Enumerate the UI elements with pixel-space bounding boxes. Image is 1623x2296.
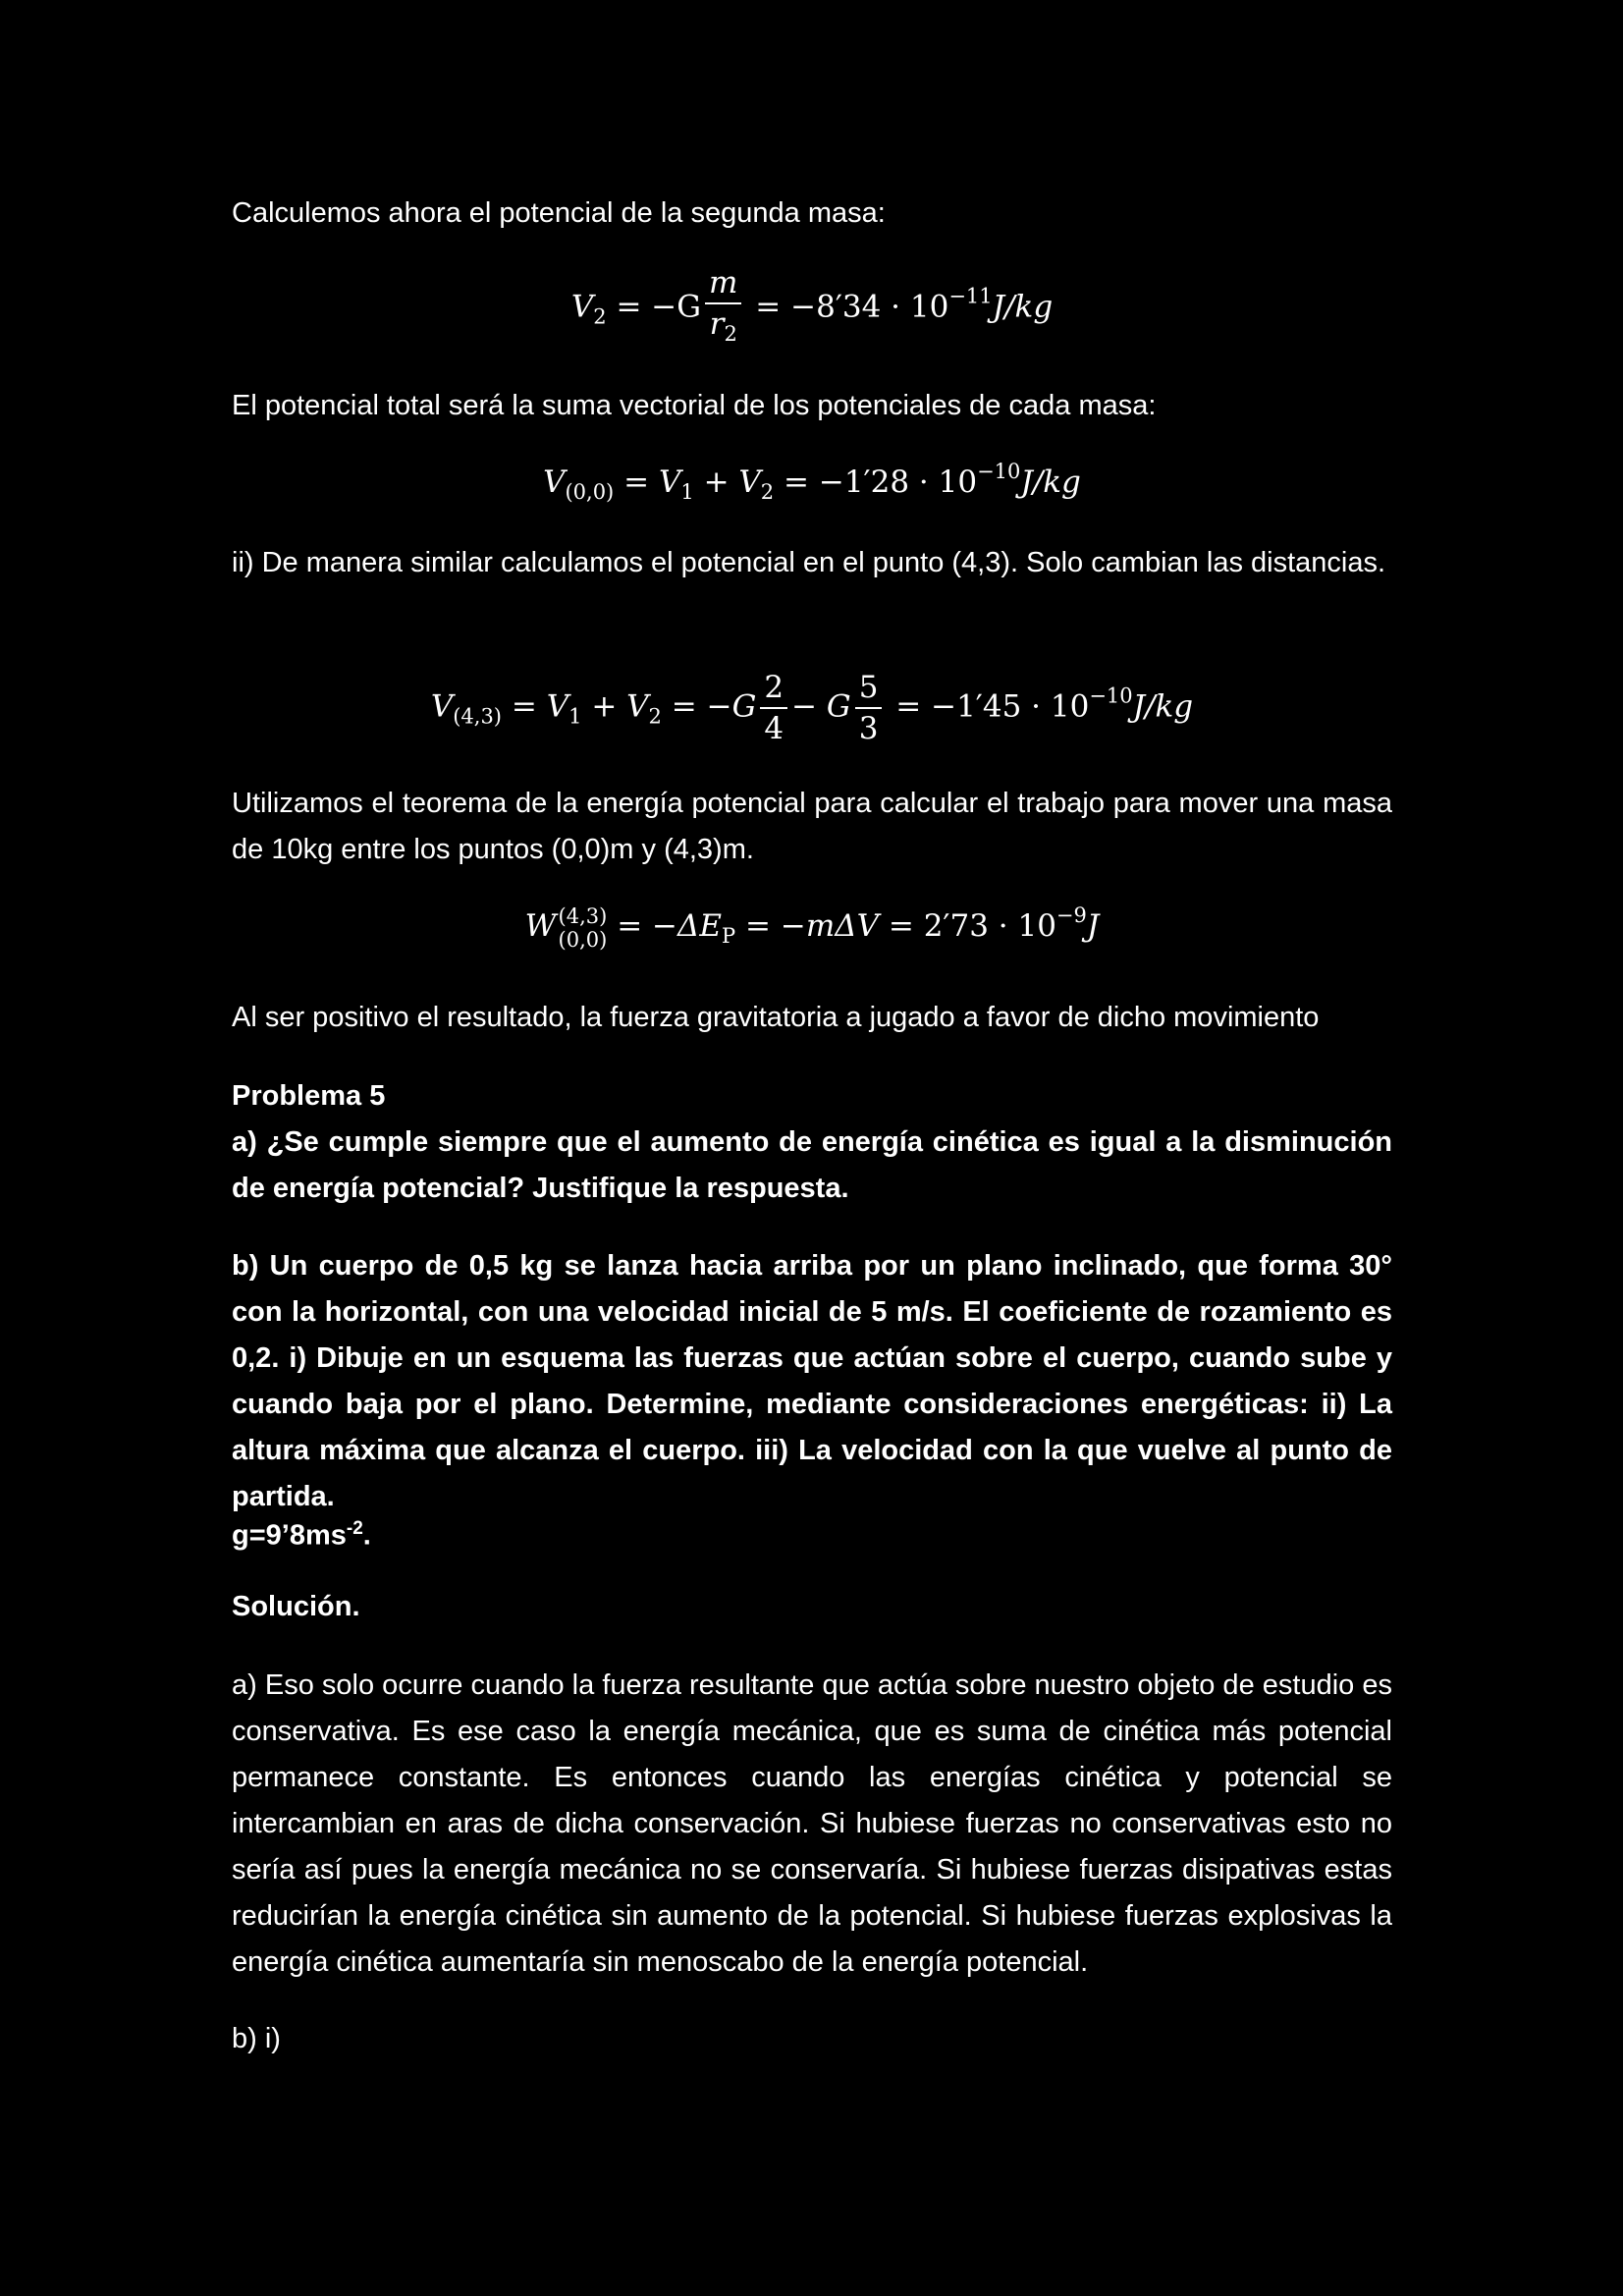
answer-a: a) Eso solo ocurre cuando la fuerza resultante que actúa sobre nuestro objeto de estudio es conservativa. Es ese caso la energía mecánica, que es suma de cinética más potencial permanece constante. Es entonces cuando las energías cinética y potencial se intercambian en aras de dicha conservación. Si hubiese fuerzas no conservativas esto no sería así pues la energía mecánica no se conservaría. Si hubiese fuerzas disipativas estas reducirían la energía cinética sin aumento de la potencial. Si hubiese fuerzas explosivas la energía cinética aumentaría sin menoscabo de la energía potencial. (232, 1669, 1392, 1978)
fraction-m-over-r2: $\frac{m}{r_2}$ (705, 263, 741, 354)
equation-potential-v2: $V_2 = -G$ $\frac{m}{r_2}$ = $-8'34 \cdot 10^{-11}J/kg$ (232, 263, 1392, 354)
paragraph-intro-v2: Calculemos ahora el potencial de la segunda masa: (232, 197, 886, 229)
gravity-value: $g=9’8ms^{-2}$. (232, 1518, 371, 1552)
equation-potential-origin: $V_{(0,0)} = V_1 + V_2 = -1'28 \cdot 10^{-10}J/kg$ (543, 460, 1081, 504)
equation-potential-4-3: $V_{(4,3)} = V_1 + V_2 = -G$ $\frac{2}{4}$ − G $\frac{5}{3}$ = $-1'45 \cdot 10^{-10}J/kg$ (430, 670, 1194, 746)
fraction-2-over-4: $\frac{2}{4}$ (760, 668, 787, 748)
answer-b-start: b) i) (232, 2023, 281, 2054)
work-limits: (4,3) (0,0) (558, 903, 608, 952)
problem-title: Problema 5 (232, 1080, 386, 1112)
paragraph-positive-result: Al ser positivo el resultado, la fuerza gravitatoria a jugado a favor de dicho movimiento (232, 1002, 1320, 1033)
paragraph-total-potential: El potencial total será la suma vectorial de los potenciales de cada masa: (232, 390, 1157, 421)
solution-title: Solución. (232, 1591, 360, 1622)
question-a: a) ¿Se cumple siempre que el aumento de energía cinética es igual a la disminución de energía potencial? Justifique la respuesta. (232, 1126, 1392, 1204)
fraction-5-over-3: $\frac{5}{3}$ (855, 668, 883, 748)
equation-work: W (4,3) (0,0) = $-\Delta E_P = -m\Delta V = 2'73 \cdot 10^{-9}J$ (524, 903, 1100, 952)
paragraph-theorem: Utilizamos el teorema de la energía potencial para calcular el trabajo para mover una masa de 10kg entre los puntos (0,0)m y (4,3)m. (232, 788, 1392, 865)
paragraph-part-ii: ii) De manera similar calculamos el potencial en el punto (4,3). Solo cambian las distancias. (232, 547, 1386, 578)
question-b: b) Un cuerpo de 0,5 kg se lanza hacia arriba por un plano inclinado, que forma 30° con la horizontal, con una velocidad inicial de 5 m/s. El coeficiente de rozamiento es 0,2. i) Dibuje en un esquema las fuerzas que actúan sobre el cuerpo, cuando sube y cuando baja por el plano. Determine, mediante consideraciones energéticas: ii) La altura máxima que alcanza el cuerpo. iii) La velocidad con la que vuelve al punto de partida. (232, 1250, 1392, 1512)
